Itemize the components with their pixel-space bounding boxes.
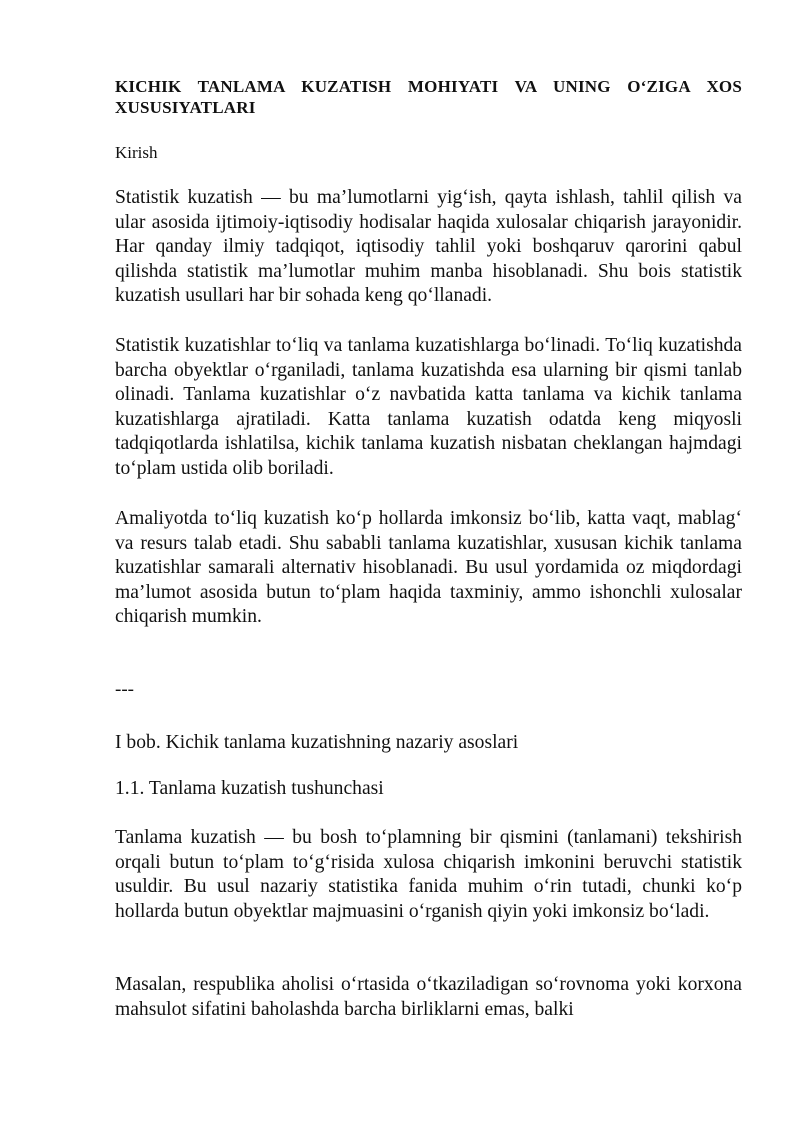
intro-heading: Kirish <box>115 143 158 162</box>
document-title-line-2: XUSUSIYATLARI <box>115 98 256 117</box>
section-heading: 1.1. Tanlama kuzatish tushunchasi <box>115 778 384 799</box>
section-paragraph-1: Tanlama kuzatish — bu bosh to‘plamning bir qismini (tanlamani) tekshirish orqali butun to‘plam to‘g‘risida xulosa chiqarish imkonini beruvchi statistik usuldir. Bu usul nazariy statistika fanida muhim o‘rin tutadi, chunki ko‘p hollarda butun obyektlar majmuasini o‘rganish qiyin yoki imkonsiz bo‘ladi. <box>115 827 742 922</box>
chapter-heading: I bob. Kichik tanlama kuzatishning nazariy asoslari <box>115 732 519 753</box>
section-paragraph-2: Masalan, respublika aholisi o‘rtasida o‘tkaziladigan so‘rovnoma yoki korxona mahsulot sifatini baholashda barcha birliklarni emas, balki <box>115 974 742 1020</box>
intro-paragraph-1: Statistik kuzatish — bu ma’lumotlarni yig‘ish, qayta ishlash, tahlil qilish va ular asosida ijtimoiy-iqtisodiy hodisalar haqida xulosalar chiqarish jarayonidir. Har qanday ilmiy tadqiqot, iqtisodiy tahlil yoki boshqaruv qarorini qabul qilishda statistik ma’lumotlar muhim manba hisoblanadi. Shu bois statistik kuzatish usullari har bir sohada keng qo‘llanadi. <box>115 187 742 306</box>
document-page <box>115 76 742 1020</box>
document-title <box>115 76 742 118</box>
intro-paragraph-3: Amaliyotda to‘liq kuzatish ko‘p hollarda imkonsiz bo‘lib, katta vaqt, mablag‘ va resurs talab etadi. Shu sababli tanlama kuzatishlar, xususan kichik tanlama kuzatishlar samarali alternativ hisoblanadi. Bu usul yordamida oz miqdordagi ma’lumot asosida butun to‘plam haqida taxminiy, ammo ishonchli xulosalar chiqarish mumkin. <box>115 508 742 627</box>
section-separator: --- <box>115 679 134 700</box>
intro-paragraph-2: Statistik kuzatishlar to‘liq va tanlama kuzatishlarga bo‘linadi. To‘liq kuzatishda barcha obyektlar o‘rganiladi, tanlama kuzatishda esa ularning bir qismi tanlab olinadi. Tanlama kuzatishlar o‘z navbatida katta tanlama va kichik tanlama kuzatishlarga ajratiladi. Katta tanlama kuzatish odatda keng miqyosli tadqiqotlarda ishlatilsa, kichik tanlama kuzatish nisbatan cheklangan hajmdagi to‘plam ustida olib boriladi. <box>115 335 742 479</box>
document-title-line-1: KICHIK TANLAMA KUZATISH MOHIYATI VA UNING O‘ZIGA XOS <box>115 77 742 96</box>
